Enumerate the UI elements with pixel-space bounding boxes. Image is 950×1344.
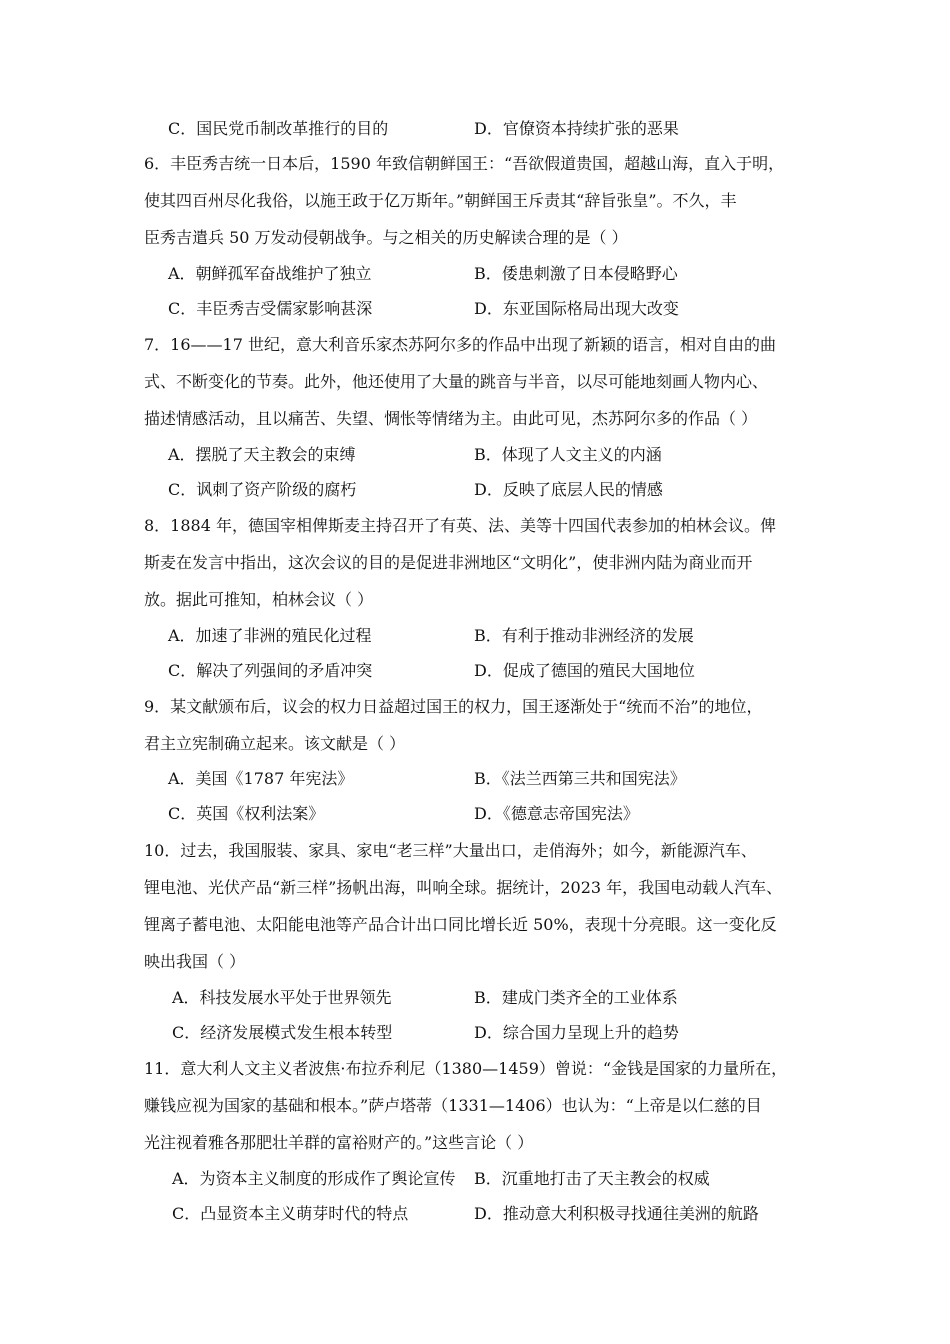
q10-option-b: B．建成门类齐全的工业体系: [474, 988, 678, 1007]
q11-stem-line-2: 赚钱应视为国家的基础和根本。”萨卢塔蒂（1331—1406）也认为：“上帝是以仁慈的目: [144, 1096, 762, 1115]
q7-option-d: D．反映了底层人民的情感: [474, 480, 663, 499]
q6-stem-line-2: 使其四百州尽化我俗，以施王政于亿万斯年。”朝鲜国王斥责其“辞旨张皇”。不久，丰: [144, 191, 737, 210]
q9-option-d: D．《德意志帝国宪法》: [474, 804, 639, 823]
q7-option-b: B．体现了人文主义的内涵: [474, 445, 662, 464]
q6-option-c: C．丰臣秀吉受儒家影响甚深: [168, 299, 373, 318]
q9-option-a: A．美国《1787 年宪法》: [168, 769, 354, 788]
q11-option-b: B．沉重地打击了天主教会的权威: [474, 1169, 710, 1188]
q8-option-d: D．促成了德国的殖民大国地位: [474, 661, 695, 680]
q6-stem-line-3: 臣秀吉遣兵 50 万发动侵朝战争。与之相关的历史解读合理的是（ ）: [144, 228, 628, 247]
q11-stem-line-1: 11．意大利人文主义者波焦·布拉乔利尼（1380—1459）曾说：“金钱是国家的力量所在，: [144, 1059, 788, 1078]
q6-option-a: A．朝鲜孤军奋战维护了独立: [168, 264, 372, 283]
q9-option-b: B．《法兰西第三共和国宪法》: [474, 769, 686, 788]
q11-option-c: C．凸显资本主义萌芽时代的特点: [172, 1204, 409, 1223]
q7-stem-line-2: 式、不断变化的节奏。此外，他还使用了大量的跳音与半音，以尽可能地刻画人物内心、: [144, 372, 769, 391]
q8-option-c: C．解决了列强间的矛盾冲突: [168, 661, 373, 680]
q6-option-d: D．东亚国际格局出现大改变: [474, 299, 679, 318]
q6-stem-line-1: 6．丰臣秀吉统一日本后，1590 年致信朝鲜国王：“吾欲假道贵国，超越山海，直入于明，: [144, 154, 785, 173]
q10-stem-line-4: 映出我国（ ）: [144, 952, 246, 971]
q10-stem-line-2: 锂电池、光伏产品“新三样”扬帆出海，叫响全球。据统计，2023 年，我国电动载人汽车、: [144, 878, 783, 897]
q11-option-d: D．推动意大利积极寻找通往美洲的航路: [474, 1204, 759, 1223]
q8-stem-line-3: 放。据此可推知，柏林会议（ ）: [144, 590, 374, 609]
q11-stem-line-3: 光注视着雅各那肥壮羊群的富裕财产的。”这些言论（ ）: [144, 1133, 534, 1152]
q5-option-d: D．官僚资本持续扩张的恶果: [474, 119, 679, 138]
q8-option-a: A．加速了非洲的殖民化过程: [168, 626, 372, 645]
q7-stem-line-1: 7．16——17 世纪，意大利音乐家杰苏阿尔多的作品中出现了新颖的语言，相对自由的曲: [144, 335, 776, 354]
q8-stem-line-2: 斯麦在发言中指出，这次会议的目的是促进非洲地区“文明化”，使非洲内陆为商业而开: [144, 553, 753, 572]
q10-stem-line-1: 10．过去，我国服装、家具、家电“老三样”大量出口，走俏海外；如今，新能源汽车、: [144, 841, 757, 860]
q10-stem-line-3: 锂离子蓄电池、太阳能电池等产品合计出口同比增长近 50%，表现十分亮眼。这一变化反: [144, 915, 777, 934]
q7-option-a: A．摆脱了天主教会的束缚: [168, 445, 356, 464]
q8-option-b: B．有利于推动非洲经济的发展: [474, 626, 694, 645]
q10-option-d: D．综合国力呈现上升的趋势: [474, 1023, 679, 1042]
q10-option-c: C．经济发展模式发生根本转型: [172, 1023, 393, 1042]
q7-stem-line-3: 描述情感活动，且以痛苦、失望、惆怅等情绪为主。由此可见，杰苏阿尔多的作品（ ）: [144, 409, 758, 428]
q6-option-b: B．倭患刺激了日本侵略野心: [474, 264, 678, 283]
q9-stem-line-1: 9．某文献颁布后，议会的权力日益超过国王的权力，国王逐渐处于“统而不治”的地位，: [144, 697, 763, 716]
q7-option-c: C．讽刺了资产阶级的腐朽: [168, 480, 357, 499]
q5-option-c: C．国民党币制改革推行的目的: [168, 119, 389, 138]
q10-option-a: A．科技发展水平处于世界领先: [172, 988, 392, 1007]
q9-option-c: C．英国《权利法案》: [168, 804, 325, 823]
q8-stem-line-1: 8．1884 年，德国宰相俾斯麦主持召开了有英、法、美等十四国代表参加的柏林会议。俾: [144, 516, 776, 535]
q11-option-a: A．为资本主义制度的形成作了舆论宣传: [172, 1169, 456, 1188]
q9-stem-line-2: 君主立宪制确立起来。该文献是（ ）: [144, 734, 406, 753]
